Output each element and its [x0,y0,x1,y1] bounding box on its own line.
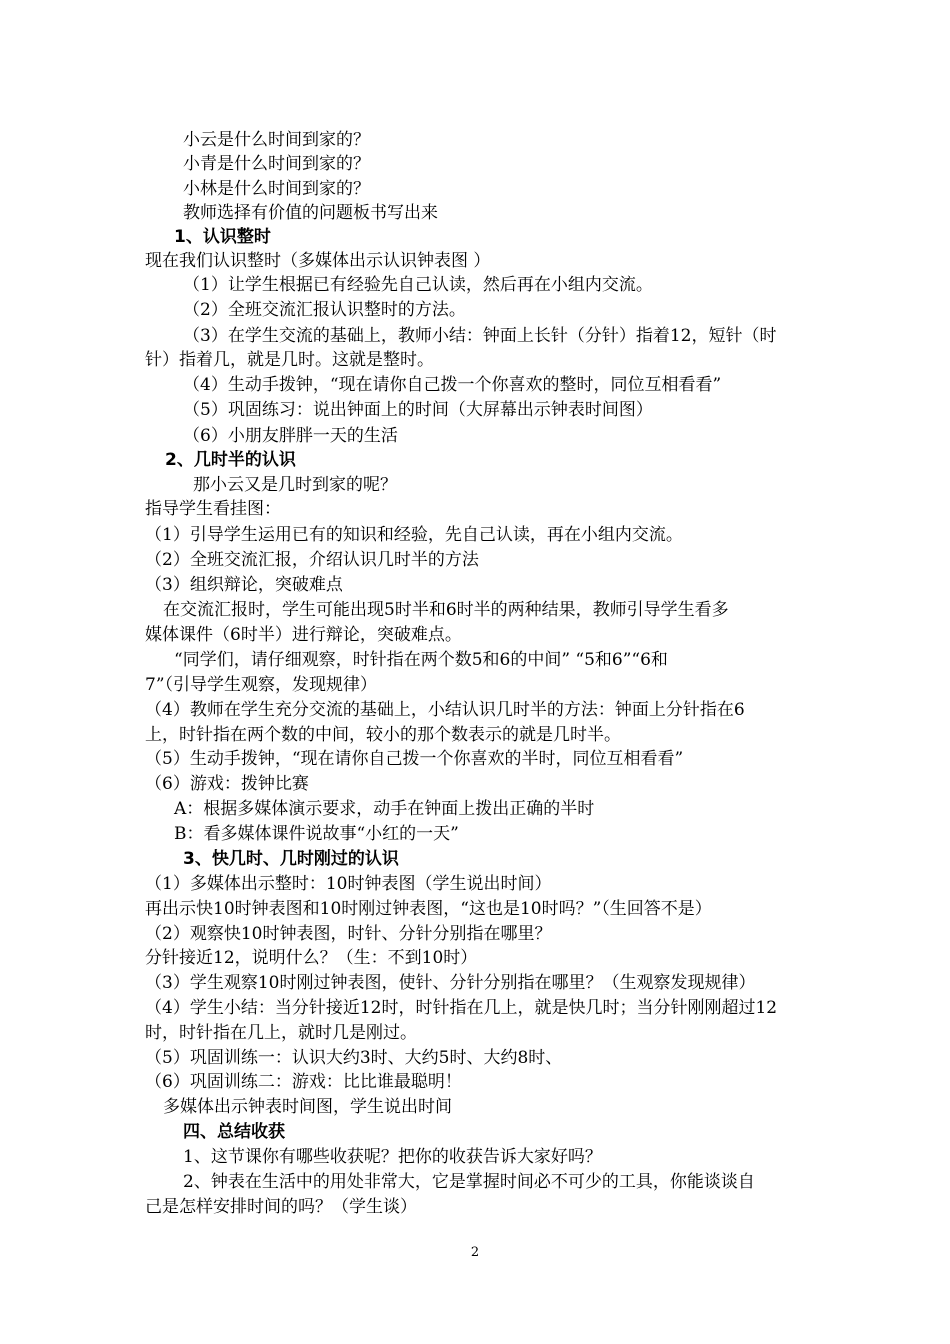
text-line: 再出示快10时钟表图和10时刚过钟表图，“这也是10时吗？”（生回答不是） [145,899,712,919]
text-line: “同学们，请仔细观察，时针指在两个数5和6的中间” “5和6”“6和 [174,650,668,670]
text-line: （3）在学生交流的基础上，教师小结：钟面上长针（分针）指着12，短针（时 [183,326,777,346]
text-line: 7”（引导学生观察，发现规律） [145,675,378,695]
text-line: （4）学生小结：当分针接近12时，时针指在几上，就是快几时；当分针刚刚超过12 [145,998,778,1018]
text-line: （2）观察快10时钟表图，时针、分针分别指在哪里？ [145,924,552,944]
text-line: 小青是什么时间到家的？ [183,154,370,174]
text-line: （6）巩固训练二：游戏：比比谁最聪明！ [145,1072,462,1092]
text-line: 针）指着几，就是几时。这就是整时。 [145,350,434,370]
text-line: 1、这节课你有哪些收获呢？把你的收获告诉大家好吗？ [183,1147,602,1167]
text-line: （3）学生观察10时刚过钟表图，使针、分针分别指在哪里？（生观察发现规律） [145,973,756,993]
text-line: （4）教师在学生充分交流的基础上，小结认识几时半的方法：钟面上分针指在6 [145,700,745,720]
text-line: 指导学生看挂图： [145,499,281,519]
section-heading: 四、总结收获 [183,1122,285,1142]
text-line: （2）全班交流汇报，介绍认识几时半的方法 [145,550,479,570]
text-line: A：根据多媒体演示要求，动手在钟面上拨出正确的半时 [174,799,595,819]
text-line: （1）让学生根据已有经验先自己认读，然后再在小组内交流。 [183,275,653,295]
section-heading: 1、认识整时 [174,227,271,247]
section-heading: 3、快几时、几时刚过的认识 [183,849,399,869]
text-line: （2）全班交流汇报认识整时的方法。 [183,300,466,320]
text-line: 小林是什么时间到家的？ [183,179,370,199]
page-number: 2 [470,1245,480,1260]
text-line: （5）生动手拨钟，“现在请你自己拨一个你喜欢的半时，同位互相看看” [145,749,684,769]
text-line: 2、钟表在生活中的用处非常大，它是掌握时间必不可少的工具，你能谈谈自 [183,1172,755,1192]
text-line: 那小云又是几时到家的呢？ [193,475,397,495]
text-line: 多媒体出示钟表时间图，学生说出时间 [163,1097,452,1117]
text-line: 媒体课件（6时半）进行辩论，突破难点。 [145,625,462,645]
text-line: （3）组织辩论，突破难点 [145,575,343,595]
text-line: （6）游戏：拨钟比赛 [145,774,309,794]
text-line: 小云是什么时间到家的？ [183,130,370,150]
text-line: （1）引导学生运用已有的知识和经验，先自己认读，再在小组内交流。 [145,525,683,545]
text-line: 时，时针指在几上，就时几是刚过。 [145,1023,417,1043]
text-line: 教师选择有价值的问题板书写出来 [183,203,438,223]
text-line: （1）多媒体出示整时：10时钟表图（学生说出时间） [145,874,552,894]
text-line: B：看多媒体课件说故事“小红的一天” [174,824,459,844]
text-line: 分针接近12，说明什么？（生：不到10时） [145,948,478,968]
section-heading: 2、几时半的认识 [165,450,296,470]
text-line: （5）巩固训练一：认识大约3时、大约5时、大约8时、 [145,1048,563,1068]
text-line: （5）巩固练习：说出钟面上的时间（大屏幕出示钟表时间图） [183,400,653,420]
text-line: （6）小朋友胖胖一天的生活 [183,426,398,446]
text-line: （4）生动手拨钟，“现在请你自己拨一个你喜欢的整时，同位互相看看” [183,375,722,395]
text-line: 上，时针指在两个数的中间，较小的那个数表示的就是几时半。 [145,725,621,745]
text-line: 己是怎样安排时间的吗？（学生谈） [145,1197,417,1217]
text-line: 在交流汇报时，学生可能出现5时半和6时半的两种结果，教师引导学生看多 [163,600,729,620]
text-line: 现在我们认识整时（多媒体出示认识钟表图 ） [145,251,491,271]
